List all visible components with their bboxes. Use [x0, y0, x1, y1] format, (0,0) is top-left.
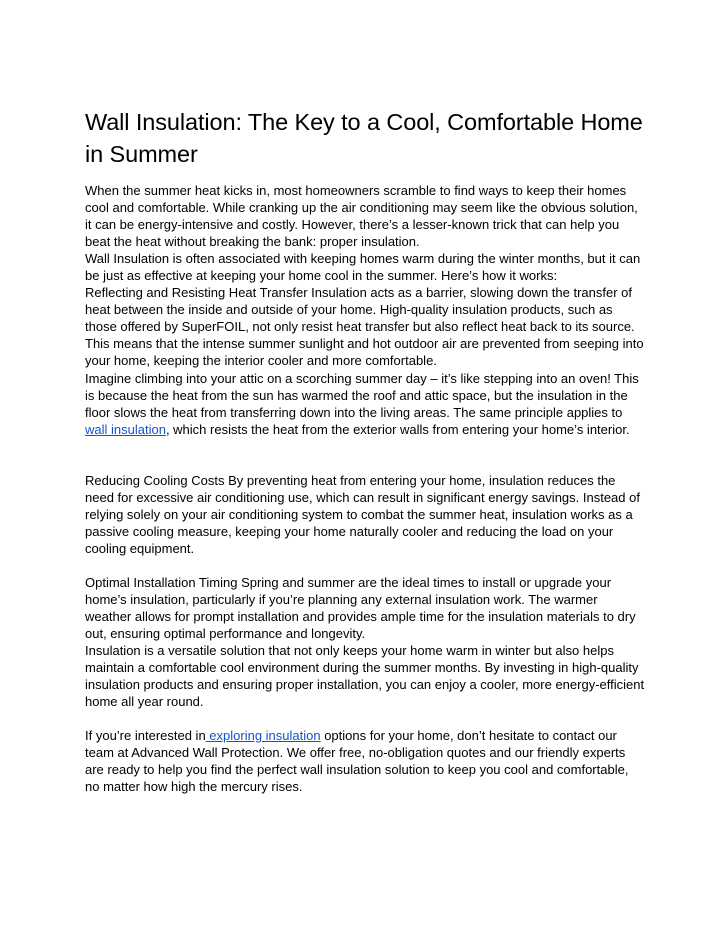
paragraph-attic: [85, 370, 645, 438]
paragraph-installation-timing: Optimal Installation Timing Spring and summer are the ideal times to install or upgrade your home’s insulation, particularly if you’re planning any external insulation work. The warmer weather allows for prompt installation and provides ample time for the insulation materials to dry out, ensuring optimal performance and longevity.: [85, 574, 636, 642]
paragraph-intro: When the summer heat kicks in, most homeowners scramble to find ways to keep their homes cool and comfortable. While cranking up the air conditioning may seem like the obvious solution, it can be energy-intensive and costly. However, there’s a lesser-known trick that can help you beat the heat without breaking the bank: proper insulation.: [85, 183, 638, 250]
exploring-insulation-link[interactable]: exploring insulation: [205, 728, 321, 744]
paragraph-cooling-costs: Reducing Cooling Costs By preventing heat from entering your home, insulation reduces the need for excessive air conditioning use, which can result in significant energy savings. Instead of relying solely on your air conditioning system to combat the summer heat, insulation works as a passive cooling measure, keeping your home naturally cooler and reducing the load on your cooling equipment.: [85, 472, 640, 556]
paragraph-how-it-works: Wall Insulation is often associated with keeping homes warm during the winter months, but it can be just as effective at keeping your home cool in the summer. Here’s how it works:: [85, 251, 641, 284]
spacer: [85, 710, 645, 727]
contact-text-before: If you’re interested in: [85, 728, 206, 744]
paragraph-reflecting-heat: Reflecting and Resisting Heat Transfer Insulation acts as a barrier, slowing down the transfer of heat between the inside and outside of your home. High-quality insulation products, such as those offered by SuperFOIL, not only resist heat transfer but also reflect heat back to its source. This means that the intense summer sunlight and hot outdoor air are prevented from seeping into your home, keeping the interior cooler and more comfortable.: [85, 285, 644, 369]
contact-text-after: options for your home, don’t hesitate to contact our team at Advanced Wall Protection. We offer free, no-obligation quotes and our friendly experts are ready to help you find the perfect wall insulation solution to keep you cool and comfortable, no matter how high the mercury rises.: [85, 728, 629, 795]
wall-insulation-link[interactable]: wall insulation: [85, 421, 166, 437]
page-title: Wall Insulation: The Key to a Cool, Comfortable Home in Summer: [85, 109, 643, 167]
attic-text-before: Imagine climbing into your attic on a scorching summer day – it’s like stepping into an oven! This is because the heat from the sun has warmed the roof and attic space, but the insulation in the floor slows the heat from transferring down into the living areas. The same principle applies to: [85, 370, 639, 420]
spacer: [85, 438, 645, 472]
paragraph-contact: [85, 727, 645, 795]
spacer: [85, 557, 645, 574]
document-page: [85, 106, 645, 796]
paragraph-versatile-solution: Insulation is a versatile solution that not only keeps your home warm in winter but also helps maintain a comfortable cool environment during the summer months. By investing in high-quality insulation products and ensuring proper installation, you can enjoy a cooler, more energy-efficient home all year round.: [85, 643, 645, 710]
attic-text-after: , which resists the heat from the exterior walls from entering your home’s interior.: [165, 421, 630, 437]
